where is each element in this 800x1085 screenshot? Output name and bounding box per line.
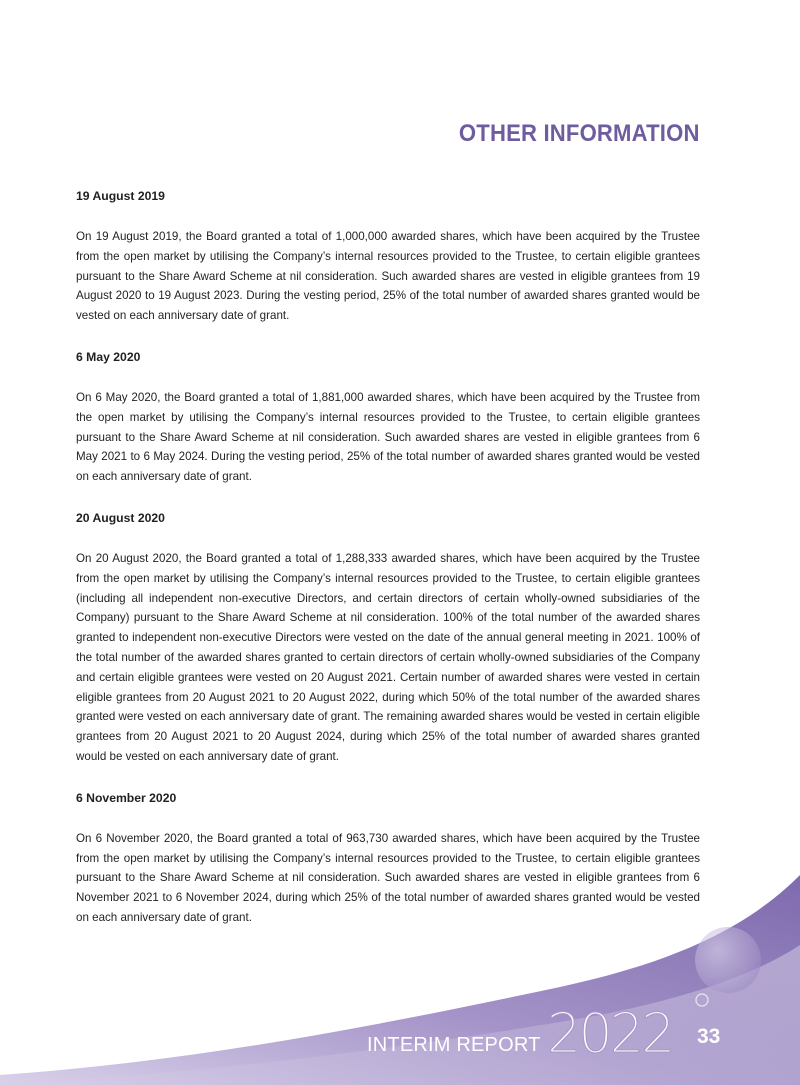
page-number: 33 — [697, 1025, 721, 1048]
section-body: On 20 August 2020, the Board granted a total of 1,288,333 awarded shares, which have been acquired by the Trustee from the open market by utilising the Company’s internal resources provided to the Trustee, to certain eligible grantees (including all independent non-executive Directors, and certain directors of certain wholly-owned subsidiaries of the Company) pursuant to the Share Award Scheme at nil consideration. 100% of the total number of the awarded shares granted to independent non-executive Directors were vested on the date of the annual general meeting in 2021. 100% of the total number of the awarded shares granted to certain directors of certain wholly-owned subsidiaries of the Company and certain eligible grantees were vested on 20 August 2021. Certain number of awarded shares were vested in certain eligible grantees from 20 August 2021 to 20 August 2022, during which 50% of the total number of the awarded shares granted were vested on each anniversary date of grant. The remaining awarded shares would be vested in certain eligible grantees from 20 August 2021 to 20 August 2024, during which 25% of the total number of awarded shares granted would be vested on each anniversary date of grant. — [76, 551, 700, 763]
section-heading: 20 August 2020 — [76, 510, 165, 525]
section-19-august-2019 — [76, 187, 700, 326]
section-body: On 6 November 2020, the Board granted a total of 963,730 awarded shares, which have been acquired by the Trustee from the open market by utilising the Company’s internal resources provided to the Trustee, to certain eligible grantees pursuant to the Share Award Scheme at nil consideration. Such awarded shares are vested in eligible grantees from 6 November 2021 to 6 November 2024, during which 25% of the total number of awarded shares granted would be vested on each anniversary date of grant. — [76, 831, 700, 924]
main-content — [76, 187, 700, 950]
section-body: On 19 August 2019, the Board granted a total of 1,000,000 awarded shares, which have been acquired by the Trustee from the open market by utilising the Company’s internal resources provided to the Trustee, to certain eligible grantees pursuant to the Share Award Scheme at nil consideration. Such awarded shares are vested in eligible grantees from 19 August 2020 to 19 August 2023. During the vesting period, 25% of the total number of awarded shares granted would be vested on each anniversary date of grant. — [76, 230, 700, 323]
section-heading: 6 May 2020 — [76, 349, 141, 364]
page-title: OTHER INFORMATION — [459, 120, 700, 148]
report-label: INTERIM REPORT — [367, 1034, 541, 1056]
section-heading: 6 November 2020 — [76, 790, 177, 805]
section-body: On 6 May 2020, the Board granted a total of 1,881,000 awarded shares, which have been acquired by the Trustee from the open market by utilising the Company’s internal resources provided to the Trustee, to certain eligible grantees pursuant to the Share Award Scheme at nil consideration. Such awarded shares are vested in eligible grantees from 6 May 2021 to 6 May 2024. During the vesting period, 25% of the total number of awarded shares granted would be vested on each anniversary date of grant. — [76, 390, 700, 484]
report-year: 2022 — [547, 1002, 673, 1065]
section-6-may-2020 — [76, 348, 700, 487]
section-20-august-2020 — [76, 509, 700, 767]
section-heading: 19 August 2019 — [76, 189, 165, 203]
